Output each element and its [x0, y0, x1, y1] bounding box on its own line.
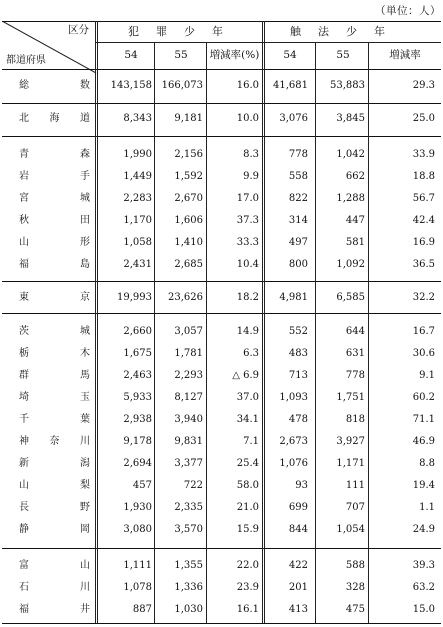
table-cell-c2: 3,940 — [174, 414, 203, 425]
table-cell-c2: 166,073 — [161, 80, 203, 91]
prefecture-name-char: 新 — [19, 458, 29, 469]
table-cell-c4: 800 — [288, 259, 308, 270]
table-cell-c4: 413 — [288, 604, 308, 615]
header-col-2: 55 — [174, 49, 188, 61]
table-cell-c3: 14.9 — [236, 326, 259, 337]
table-cell-c5: 447 — [345, 215, 365, 226]
header-col-1: 54 — [124, 49, 138, 61]
table-cell-c3: 8.3 — [243, 149, 259, 160]
table-cell-c3: 6.3 — [243, 348, 259, 359]
table-cell-c3: 16.0 — [236, 80, 259, 91]
table-cell-c3: 21.0 — [236, 502, 259, 513]
table-cell-c1: 1,078 — [123, 582, 152, 593]
table-cell-c6: 46.9 — [412, 436, 435, 447]
table-cell-c4: 3,076 — [279, 113, 308, 124]
table-cell-c6: 9.1 — [419, 370, 435, 381]
prefecture-name-char: 井 — [80, 604, 90, 615]
table-cell-c2: 8,127 — [174, 392, 203, 403]
table-cell-c2: 2,670 — [174, 193, 203, 204]
table-cell-c6: 36.5 — [412, 259, 435, 270]
table-cell-c6: 19.4 — [412, 480, 435, 491]
table-cell-c5: 1,092 — [336, 259, 365, 270]
prefecture-name-char: 福 — [19, 604, 29, 615]
table-rule — [96, 42, 441, 43]
header-col-5: 55 — [336, 49, 350, 61]
table-cell-c6: 18.8 — [412, 171, 435, 182]
table-cell-c1: 143,158 — [110, 80, 152, 91]
table-cell-c1: 1,058 — [123, 237, 152, 248]
prefecture-name-char: 埼 — [19, 392, 29, 403]
table-cell-c6: 24.9 — [412, 524, 435, 535]
prefecture-name-char: 群 — [19, 370, 29, 381]
table-cell-c2: 1,592 — [174, 171, 203, 182]
table-cell-c1: 1,111 — [123, 560, 152, 571]
table-cell-c1: 457 — [132, 480, 152, 491]
table-cell-c4: 1,076 — [279, 458, 308, 469]
prefecture-name-char: 東 — [19, 292, 29, 303]
table-cell-c1: 1,990 — [123, 149, 152, 160]
prefecture-name-char: 城 — [80, 193, 90, 204]
table-cell-c1: 2,463 — [123, 370, 152, 381]
table-cell-c2: 3,377 — [174, 458, 203, 469]
table-cell-c3: 23.9 — [236, 582, 259, 593]
header-col-4: 54 — [283, 49, 297, 61]
table-cell-c4: 713 — [288, 370, 308, 381]
table-cell-c4: 483 — [288, 348, 308, 359]
table-cell-c6: 29.3 — [412, 80, 435, 91]
table-cell-c5: 328 — [345, 582, 365, 593]
table-cell-c6: 33.9 — [412, 149, 435, 160]
prefecture-name-char: 神 — [19, 436, 29, 447]
table-cell-c4: 41,681 — [273, 80, 308, 91]
table-cell-c6: 42.4 — [412, 215, 435, 226]
table-cell-c1: 5,933 — [123, 392, 152, 403]
table-cell-c5: 631 — [345, 348, 365, 359]
table-cell-c2: 2,156 — [174, 149, 203, 160]
table-cell-c5: 1,288 — [336, 193, 365, 204]
table-cell-c5: 818 — [345, 414, 365, 425]
table-cell-c1: 3,080 — [123, 524, 152, 535]
table-cell-c6: 60.2 — [412, 392, 435, 403]
prefecture-name-char: 城 — [80, 326, 90, 337]
table-cell-c6: 63.2 — [412, 582, 435, 593]
table-rule — [2, 313, 441, 314]
prefecture-name-char: 千 — [19, 414, 29, 425]
table-cell-c4: 552 — [288, 326, 308, 337]
prefecture-name-char: 岡 — [80, 524, 90, 535]
prefecture-name-char: 秋 — [19, 215, 29, 226]
table-cell-c2: 2,685 — [174, 259, 203, 270]
prefecture-name-char: 潟 — [80, 458, 90, 469]
table-cell-c4: 497 — [288, 237, 308, 248]
table-cell-c1: 2,283 — [123, 193, 152, 204]
prefecture-name-char: 京 — [80, 292, 90, 303]
prefecture-name-char: 馬 — [80, 370, 90, 381]
table-cell-c1: 2,938 — [123, 414, 152, 425]
table-cell-c5: 3,927 — [336, 436, 365, 447]
table-cell-c5: 581 — [345, 237, 365, 248]
table-column-rule — [95, 21, 98, 623]
table-cell-c6: 1.1 — [419, 502, 435, 513]
table-cell-c2: 1,336 — [174, 582, 203, 593]
table-cell-c4: 2,673 — [279, 436, 308, 447]
prefecture-name-char: 青 — [19, 149, 29, 160]
table-cell-c6: 16.7 — [412, 326, 435, 337]
table-cell-c1: 8,343 — [123, 113, 152, 124]
table-cell-c5: 475 — [345, 604, 365, 615]
table-cell-c3: 37.3 — [236, 215, 259, 226]
table-cell-c4: 4,981 — [279, 292, 308, 303]
table-cell-c3: △ 6.9 — [232, 370, 259, 381]
table-cell-c3: 22.0 — [236, 560, 259, 571]
table-rule — [2, 548, 441, 549]
header-corner-top: 区分 — [68, 24, 89, 36]
table-cell-c3: 25.4 — [236, 458, 259, 469]
prefecture-name-char: 島 — [80, 259, 90, 270]
table-rule — [2, 21, 441, 22]
table-cell-c4: 778 — [288, 149, 308, 160]
prefecture-name-char: 川 — [80, 582, 90, 593]
table-cell-c6: 30.6 — [412, 348, 435, 359]
table-cell-c1: 1,170 — [123, 215, 152, 226]
table-cell-c6: 8.8 — [419, 458, 435, 469]
table-cell-c4: 822 — [288, 193, 308, 204]
table-rule — [2, 69, 441, 70]
prefecture-name-char: 玉 — [80, 392, 90, 403]
prefecture-name-char: 宮 — [19, 193, 29, 204]
table-cell-c3: 7.1 — [243, 436, 259, 447]
table-cell-c2: 1,606 — [174, 215, 203, 226]
table-cell-c2: 3,057 — [174, 326, 203, 337]
table-cell-c1: 2,694 — [123, 458, 152, 469]
table-rule — [2, 623, 441, 624]
table-cell-c2: 1,355 — [174, 560, 203, 571]
prefecture-name-char: 海 — [49, 113, 60, 124]
header-group-crime: 犯罪少年 — [128, 25, 240, 38]
prefecture-name-char: 野 — [80, 502, 90, 513]
table-cell-c2: 3,570 — [174, 524, 203, 535]
prefecture-name-char: 山 — [80, 560, 90, 571]
table-cell-c3: 18.2 — [236, 292, 259, 303]
table-rule — [2, 136, 441, 137]
prefecture-name-char: 静 — [19, 524, 29, 535]
table-column-rule — [315, 42, 316, 623]
prefecture-name-char: 奈 — [49, 436, 60, 447]
table-cell-c1: 19,993 — [117, 292, 152, 303]
table-cell-c2: 2,335 — [174, 502, 203, 513]
table-cell-c1: 1,675 — [123, 348, 152, 359]
table-column-rule — [262, 21, 265, 623]
table-cell-c4: 478 — [288, 414, 308, 425]
statistics-table — [2, 21, 441, 624]
table-cell-c2: 1,781 — [174, 348, 203, 359]
table-cell-c3: 10.0 — [236, 113, 259, 124]
table-cell-c5: 1,042 — [336, 149, 365, 160]
table-cell-c1: 2,660 — [123, 326, 152, 337]
prefecture-name-char: 茨 — [19, 326, 29, 337]
table-cell-c3: 34.1 — [236, 414, 259, 425]
table-cell-c2: 1,410 — [174, 237, 203, 248]
prefecture-name-char: 石 — [19, 582, 29, 593]
table-rule — [2, 281, 441, 282]
table-column-rule — [154, 42, 155, 623]
table-cell-c5: 1,171 — [336, 458, 365, 469]
prefecture-name-char: 森 — [80, 149, 90, 160]
prefecture-name-char: 川 — [80, 436, 90, 447]
table-cell-c5: 778 — [345, 370, 365, 381]
table-cell-c5: 53,883 — [330, 80, 365, 91]
table-cell-c4: 558 — [288, 171, 308, 182]
table-cell-c6: 15.0 — [412, 604, 435, 615]
prefecture-name-char: 葉 — [80, 414, 90, 425]
table-cell-c3: 58.0 — [236, 480, 259, 491]
table-cell-c6: 56.7 — [412, 193, 435, 204]
prefecture-name-char: 北 — [19, 113, 29, 124]
table-cell-c2: 9,181 — [174, 113, 203, 124]
table-rule — [2, 103, 441, 104]
prefecture-name-char: 福 — [19, 259, 29, 270]
table-cell-c3: 9.9 — [243, 171, 259, 182]
table-cell-c1: 9,178 — [123, 436, 152, 447]
table-cell-c2: 722 — [183, 480, 203, 491]
unit-note: （単位：人） — [375, 5, 441, 17]
table-cell-c5: 6,585 — [336, 292, 365, 303]
table-cell-c3: 33.3 — [236, 237, 259, 248]
table-cell-c4: 314 — [288, 215, 308, 226]
prefecture-name-char: 山 — [19, 480, 29, 491]
prefecture-name-char: 梨 — [80, 480, 90, 491]
table-cell-c4: 699 — [288, 502, 308, 513]
table-cell-c6: 39.3 — [412, 560, 435, 571]
table-column-rule — [206, 42, 207, 623]
table-cell-c3: 16.1 — [236, 604, 259, 615]
prefecture-name-char: 総 — [19, 80, 29, 91]
table-cell-c3: 15.9 — [236, 524, 259, 535]
table-cell-c5: 1,751 — [336, 392, 365, 403]
header-col-3: 増減率(%) — [209, 49, 260, 61]
table-cell-c4: 844 — [288, 524, 308, 535]
table-column-rule — [368, 42, 369, 623]
table-cell-c3: 10.4 — [236, 259, 259, 270]
table-cell-c5: 662 — [345, 171, 365, 182]
prefecture-name-char: 手 — [80, 171, 90, 182]
table-cell-c1: 887 — [132, 604, 152, 615]
prefecture-name-char: 岩 — [19, 171, 29, 182]
table-cell-c6: 25.0 — [412, 113, 435, 124]
table-cell-c6: 71.1 — [412, 414, 435, 425]
table-cell-c2: 1,030 — [174, 604, 203, 615]
header-corner-bottom: 都道府県 — [6, 55, 46, 66]
prefecture-name-char: 木 — [80, 348, 90, 359]
table-cell-c1: 1,449 — [123, 171, 152, 182]
prefecture-name-char: 形 — [80, 237, 90, 248]
table-cell-c1: 2,431 — [123, 259, 152, 270]
table-cell-c4: 93 — [295, 480, 308, 491]
table-cell-c5: 111 — [345, 480, 365, 491]
table-cell-c3: 17.0 — [236, 193, 259, 204]
prefecture-name-char: 道 — [80, 113, 90, 124]
table-cell-c5: 3,845 — [336, 113, 365, 124]
table-cell-c5: 1,054 — [336, 524, 365, 535]
table-cell-c4: 422 — [288, 560, 308, 571]
prefecture-name-char: 田 — [80, 215, 90, 226]
table-cell-c4: 201 — [288, 582, 308, 593]
prefecture-name-char: 山 — [19, 237, 29, 248]
table-cell-c2: 9,831 — [174, 436, 203, 447]
table-cell-c6: 32.2 — [412, 292, 435, 303]
table-cell-c3: 37.0 — [236, 392, 259, 403]
table-cell-c5: 588 — [345, 560, 365, 571]
table-cell-c2: 23,626 — [168, 292, 203, 303]
table-cell-c4: 1,093 — [279, 392, 308, 403]
prefecture-name-char: 長 — [19, 502, 29, 513]
prefecture-name-char: 富 — [19, 560, 29, 571]
prefecture-name-char: 数 — [80, 80, 90, 91]
prefecture-name-char: 栃 — [19, 348, 29, 359]
table-cell-c1: 1,930 — [123, 502, 152, 513]
table-cell-c5: 707 — [345, 502, 365, 513]
header-col-6: 増減率 — [389, 49, 421, 61]
header-group-delinquent: 触法少年 — [290, 25, 402, 38]
table-cell-c5: 644 — [345, 326, 365, 337]
table-cell-c2: 2,293 — [174, 370, 203, 381]
table-cell-c6: 16.9 — [412, 237, 435, 248]
